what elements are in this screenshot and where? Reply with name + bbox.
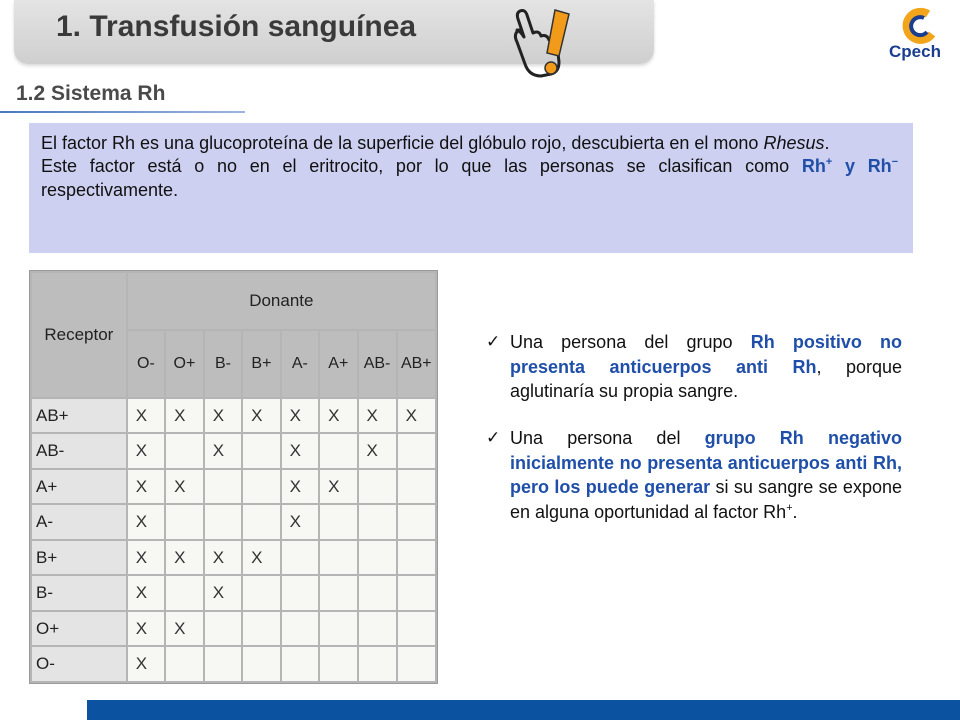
logo-wordmark: Cpech (889, 42, 941, 61)
compatibility-cell: X (242, 398, 280, 434)
compatibility-cell: X (127, 504, 165, 540)
compatibility-cell: X (204, 433, 242, 469)
compatibility-cell: X (127, 646, 165, 682)
section-subtitle: 1.2 Sistema Rh (16, 82, 166, 105)
compatibility-cell: X (358, 433, 397, 469)
compatibility-cell (242, 504, 280, 540)
compatibility-cell: X (319, 398, 357, 434)
compatibility-cell: X (165, 398, 204, 434)
donor-header-cell: A+ (319, 330, 357, 398)
table-row (31, 504, 436, 540)
donor-header-cell: B+ (242, 330, 280, 398)
cpech-logo (880, 4, 950, 70)
intro-text-2a: Este factor está o no en el eritrocito, por lo que las personas se clasifican como (41, 156, 802, 177)
compatibility-cell: X (358, 398, 397, 434)
compatibility-cell: X (281, 504, 319, 540)
compatibility-cell: X (204, 398, 242, 434)
receptor-header: Receptor (31, 272, 127, 398)
table-row (31, 469, 436, 505)
receptor-cell: AB- (31, 433, 127, 469)
compatibility-cell (319, 575, 357, 611)
check-icon: ✓ (486, 332, 501, 351)
compatibility-cell (358, 469, 397, 505)
compatibility-cell (242, 433, 280, 469)
cpech-logo-mark-icon (880, 4, 950, 44)
donor-header-cell: A- (281, 330, 319, 398)
donor-header-cell: O- (127, 330, 165, 398)
conjunction: y (832, 156, 868, 177)
receptor-cell: A+ (31, 469, 127, 505)
compatibility-cell: X (127, 540, 165, 576)
compatibility-cell (165, 575, 204, 611)
check-icon: ✓ (486, 427, 501, 447)
compatibility-cell: X (127, 469, 165, 505)
intro-paragraph-1 (41, 132, 898, 155)
pointing-hand-warning-icon (505, 4, 585, 88)
table-row (31, 575, 436, 611)
compatibility-cell: X (281, 433, 319, 469)
compatibility-cell: X (281, 469, 319, 505)
compatibility-cell: X (165, 540, 204, 576)
intro-text-1a: El factor Rh es una glucoproteína de la superficie del glóbulo rojo, descubierta en el mono (41, 133, 764, 153)
compatibility-cell (242, 469, 280, 505)
footer-bar (87, 700, 960, 720)
compatibility-cell: X (204, 540, 242, 576)
bullet-item-rh-positive: ✓ Una persona del grupo Rh positivo no presenta anticuerpos anti Rh, porque aglutinaría su propia sangre. (486, 332, 902, 402)
page-title: 1. Transfusión sanguínea (56, 10, 417, 43)
compatibility-cell: X (165, 469, 204, 505)
compatibility-cell (319, 540, 357, 576)
receptor-cell: O+ (31, 611, 127, 647)
compatibility-cell (319, 433, 357, 469)
intro-text-1b: . (824, 133, 830, 153)
compatibility-cell (165, 646, 204, 682)
intro-box (29, 123, 913, 253)
compatibility-cell (242, 575, 280, 611)
compatibility-cell: X (242, 540, 280, 576)
compatibility-cell (165, 433, 204, 469)
compatibility-cell (397, 504, 436, 540)
compatibility-cell (281, 540, 319, 576)
bullet-list (486, 330, 902, 547)
compatibility-cell: X (397, 398, 436, 434)
compatibility-cell (204, 504, 242, 540)
compatibility-cell (319, 611, 357, 647)
compatibility-cell (281, 575, 319, 611)
compatibility-cell (397, 433, 436, 469)
rhesus-term: Rhesus (763, 133, 825, 153)
compatibility-cell (319, 646, 357, 682)
compatibility-cell (358, 611, 397, 647)
highlight-rh-negative: grupo Rh negativo inicialmente no presenta anticuerpos anti Rh, pero los puede generar (510, 427, 902, 498)
table-row (31, 540, 436, 576)
intro-paragraph-2 (41, 155, 898, 202)
donor-header-cell: O+ (165, 330, 204, 398)
compatibility-cell (358, 646, 397, 682)
compatibility-cell (204, 469, 242, 505)
receptor-cell: O- (31, 646, 127, 682)
table-row (31, 398, 436, 434)
compatibility-cell (397, 540, 436, 576)
compatibility-cell: X (281, 398, 319, 434)
compatibility-cell (165, 504, 204, 540)
compatibility-cell (204, 646, 242, 682)
donor-header-cell: B- (204, 330, 242, 398)
compatibility-cell: X (127, 611, 165, 647)
table-row (31, 433, 436, 469)
receptor-cell: B- (31, 575, 127, 611)
table-row (31, 611, 436, 647)
compatibility-cell (397, 611, 436, 647)
receptor-cell: B+ (31, 540, 127, 576)
compatibility-cell (281, 646, 319, 682)
receptor-cell: A- (31, 504, 127, 540)
compatibility-cell (358, 504, 397, 540)
compatibility-cell (397, 646, 436, 682)
donor-header-cell: AB- (358, 330, 397, 398)
compatibility-cell (242, 611, 280, 647)
compatibility-cell: X (319, 469, 357, 505)
compatibility-cell: X (127, 398, 165, 434)
compatibility-cell: X (127, 575, 165, 611)
compatibility-cell: X (204, 575, 242, 611)
intro-text-2b: respectivamente. (41, 179, 179, 200)
compatibility-cell (281, 611, 319, 647)
donor-header-cell: AB+ (397, 330, 436, 398)
rh-positive-label: Rh+ (801, 156, 833, 177)
compatibility-cell (358, 540, 397, 576)
rh-negative-label: Rh− (867, 156, 898, 177)
subtitle-underline (0, 111, 245, 113)
donante-header: Donante (127, 272, 436, 330)
compatibility-cell (358, 575, 397, 611)
compatibility-cell (397, 469, 436, 505)
compatibility-cell (319, 504, 357, 540)
compatibility-cell (204, 611, 242, 647)
table-row (31, 646, 436, 682)
compatibility-cell: X (165, 611, 204, 647)
highlight-rh-positive: Rh positivo no presenta anticuerpos anti Rh (510, 332, 902, 377)
rh-table (30, 271, 437, 683)
compatibility-cell: X (127, 433, 165, 469)
receptor-cell: AB+ (31, 398, 127, 434)
compatibility-cell (397, 575, 436, 611)
compatibility-table (29, 270, 438, 684)
compatibility-cell (242, 646, 280, 682)
bullet-item-rh-negative: ✓ Una persona del grupo Rh negativo inicialmente no presenta anticuerpos anti Rh, pero los puede generar si su sangre se expone en alguna oportunidad al factor Rh+. (486, 427, 902, 522)
